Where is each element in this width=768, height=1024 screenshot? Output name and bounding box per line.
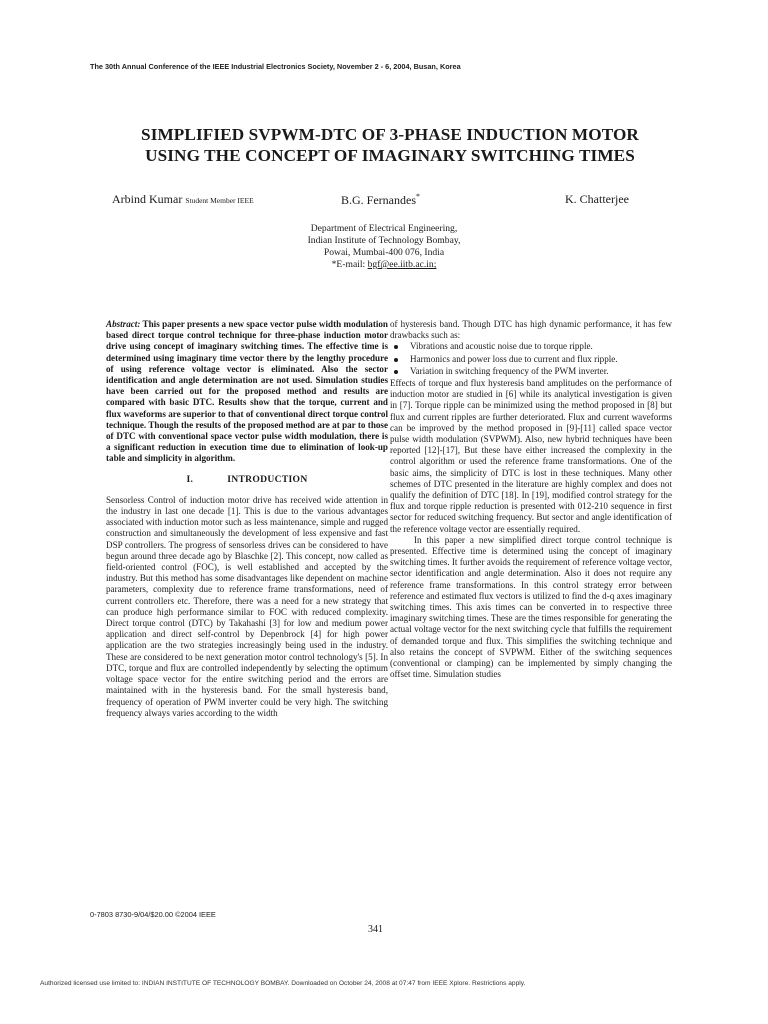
bullet-icon (394, 358, 398, 362)
right-paragraph-2: Effects of torque and flux hysteresis band amplitudes on the performance of induction motor are studied in [6] while its analytical investigation is given in [7]. Torque ripple can be minimized using the method proposed in [8] but flux and current ripples are further deteriorated. Flux and current waveforms can be improved by the method proposed in [9]-[11] called space vector pulse width modulation (SVPWM). Also, new hybrid techniques have been reported [12]-[17], But these have either increased the complexity in the control algorithm or used the reference frame transformations. One of the basic aims, the simplicity of DTC is lost in these techniques. Many other schemes of DTC presented in the literature are highly complex and does not qualify the definition of DTC [18]. In [19], modified control strategy for the flux and torque ripple reduction is presented with 012-210 sequence in first sector for reduced switching frequency. But sector and angle identification of the reference voltage vector are essentially required. (390, 378, 672, 534)
author-1 (112, 192, 254, 207)
affiliation (234, 223, 534, 271)
author-2-name: B.G. Fernandes (341, 193, 416, 207)
author-2-mark: * (416, 192, 420, 201)
abstract-body: This paper presents a new space vector pulse width modulation based direct torque control technique for three-phase induction motor drive using concept of imaginary switching times. The effective time is determined using imaginary time vector there by the lengthy procedure of using reference voltage vector is eliminated. Also the sector identification and angle determination are not used. Simulation studies have been carried out for the proposed method and results are compared with basic DTC. Results show that the torque, current and flux waveforms are superior to that of conventional direct torque control technique. Though the results of the proposed method are at par to those of DTC with conventional space vector pulse width modulation, there is a significant reduction in execution time due to elimination of look-up table and simplicity in algorithm. (106, 319, 388, 464)
author-1-name: Arbind Kumar (112, 192, 183, 206)
author-2 (341, 192, 420, 208)
title-line-1: SIMPLIFIED SVPWM-DTC OF 3-PHASE INDUCTION MOTOR (141, 125, 639, 144)
copyright-code: 0-7803 8730-9/04/$20.00 ©2004 IEEE (90, 910, 216, 919)
affiliation-line-3: Powai, Mumbai-400 076, India (323, 247, 445, 258)
license-notice: Authorized licensed use limited to: INDIAN INSTITUTE OF TECHNOLOGY BOMBAY. Downloaded on October 24, 2008 at 07:47 from IEEE Xplore. Restrictions apply. (40, 980, 526, 987)
list-item: Variation in switching frequency of the PWM inverter. (390, 366, 672, 377)
affiliation-email (234, 259, 534, 271)
list-item: Vibrations and acoustic noise due to torque ripple. (390, 341, 672, 352)
affiliation-line-1: Department of Electrical Engineering, (310, 223, 458, 234)
email-link[interactable]: bgf@ee.iitb.ac.in; (367, 259, 437, 270)
page-number: 341 (368, 924, 383, 935)
section-number: I. (186, 473, 194, 485)
drawbacks-list (390, 341, 672, 377)
right-column (390, 319, 672, 681)
list-item: Harmonics and power loss due to current and flux ripple. (390, 354, 672, 365)
right-paragraph-3: In this paper a new simplified direct torque control technique is presented. Effective time is determined using the concept of imaginary switching times. It further avoids the requirement of reference voltage vector, sector identification and angle determination. Also it does not require any reference frame transformations. In this control strategy error between reference and estimated flux vectors is utilized to find the d-q axes imaginary switching times. This axis times can be converted in to respective three imaginary switching times. These are the times responsible for generating the actual voltage vector for the next switching cycle that fulfills the requirement of demanded torque and flux. This simplifies the switching technique and also retains the concept of SVPWM. Either of the switching sequences (conventional or clamping) can be implemented by simply changing the offset time. Simulation studies (390, 534, 672, 680)
conference-header: The 30th Annual Conference of the IEEE Industrial Electronics Society, November 2 - 6, 2004, Busan, Korea (90, 62, 461, 71)
author-1-note: Student Member IEEE (185, 196, 254, 205)
bullet-icon (394, 370, 398, 374)
intro-paragraph-1: Sensorless Control of induction motor drive has received wide attention in the industry in last one decade [1]. This is due to the various advantages associated with induction motor such as less maintenance, simple and rugged construction and simultaneously the development of less expensive and fast DSP controllers. The progress of sensorless drives can be considered to have begun around three decade ago by Blaschke [2]. This concept, now called as field-oriented control (FOC), is well established and accepted by the industry. But this method has some disadvantages like dependent on machine parameters, complexity due to reference frame transformations, need of current controllers etc. Therefore, there was a need for a new strategy that can produce high performance similar to FOC with reduced complexity. Direct torque control (DTC) by Takahashi [3] for low and medium power application and direct self-control by Depenbrock [4] for high power application are the two strategies increasingly being used in the industry. These are considered to be next generation motor control technology's [5]. In DTC, torque and flux are controlled independently by selecting the optimum voltage space vector for the entire switching period and the errors are maintained with in the hysteresis band. For the small hysteresis band, frequency of operation of PWM inverter could be very high. The switching frequency always varies according to the width (106, 494, 388, 718)
email-prefix: *E-mail: (331, 259, 368, 270)
right-paragraph-1: of hysteresis band. Though DTC has high dynamic performance, it has few drawbacks such as: (390, 319, 672, 341)
author-3-name: K. Chatterjee (565, 192, 629, 206)
title-line-2: USING THE CONCEPT OF IMAGINARY SWITCHING TIMES (145, 146, 635, 165)
abstract (106, 319, 388, 465)
section-title: INTRODUCTION (227, 473, 308, 485)
section-heading-introduction (106, 474, 388, 485)
paper-title (60, 124, 720, 166)
abstract-lead: Abstract: (106, 319, 141, 329)
affiliation-line-2: Indian Institute of Technology Bombay, (307, 235, 461, 246)
author-3 (565, 192, 629, 207)
bullet-icon (394, 345, 398, 349)
left-column (106, 319, 388, 719)
